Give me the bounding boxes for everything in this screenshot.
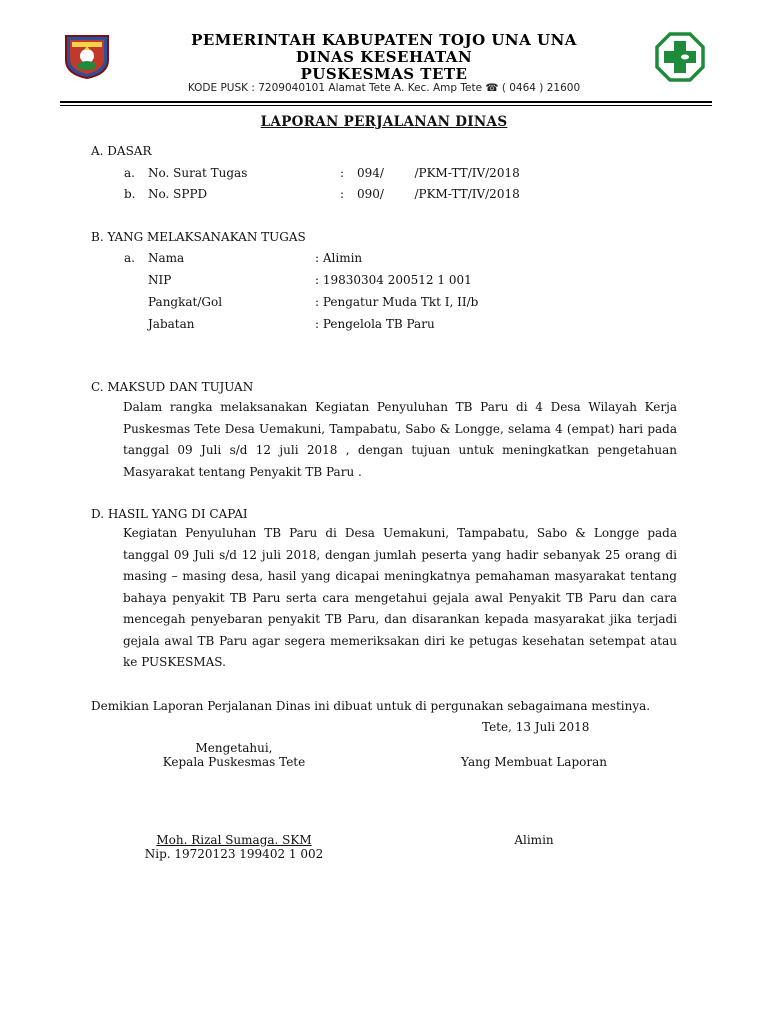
place-date: Tete, 13 Juli 2018 [482, 720, 590, 734]
officer-field-value: : Pengatur Muda Tkt I, II/b [315, 295, 479, 309]
officer-field-value: : Alimin [315, 251, 363, 265]
officer-field-value: : Pengelola TB Paru [315, 317, 435, 331]
officer-field-label: Nama [148, 251, 185, 265]
section-a-row-colon: : [340, 187, 345, 201]
header-line-puskesmas: PUSKESMAS TETE [300, 65, 468, 83]
signature-left-nip: Nip. 19720123 199402 1 002 [144, 847, 324, 861]
officer-field-label: Pangkat/Gol [148, 295, 223, 309]
section-b-heading: B. YANG MELAKSANAKAN TUGAS [91, 230, 306, 244]
officer-field-label: Jabatan [148, 317, 195, 331]
signature-left-name: Moh. Rizal Sumaga. SKM [156, 833, 312, 847]
section-a-heading: A. DASAR [91, 144, 152, 158]
officer-field-value: : 19830304 200512 1 001 [315, 273, 472, 287]
signature-left-title: Kepala Puskesmas Tete [162, 755, 306, 769]
section-a-row-value: 090/ /PKM-TT/IV/2018 [357, 187, 520, 201]
results-paragraph: Kegiatan Penyuluhan TB Paru di Desa Uemakuni, Tampabatu, Sabo & Longge pada tanggal 09 Juli s/d 12 juli 2018, dengan jumlah peserta yang hadir sebanyak 25 orang di masing – masing desa, hasil yang dicapai meningkatnya pemahaman masyarakat tentang bahaya penyakit TB Paru serta cara mengetahui gejala awal Penyakit TB Paru dan cara mencegah penyebaran penyakit TB Paru, dan disarankan kepada masyarakat jika terjadi gejala awal TB Paru agar segera memeriksakan diri ke petugas kesehatan setempat atau ke PUSKESMAS. [123, 526, 677, 669]
section-a-row-idx: b. [124, 187, 136, 201]
officer-field-label: NIP [148, 273, 172, 287]
header-line-government: PEMERINTAH KABUPATEN TOJO UNA UNA [191, 31, 577, 49]
header-line-department: DINAS KESEHATAN [295, 48, 473, 66]
section-a-row-label: No. Surat Tugas [148, 166, 248, 180]
section-b-idx: a. [124, 251, 135, 265]
section-d-heading: D. HASIL YANG DI CAPAI [91, 507, 248, 521]
document-title: LAPORAN PERJALANAN DINAS [260, 114, 508, 130]
section-a-row-colon: : [340, 166, 345, 180]
header-rule-thick [60, 101, 712, 103]
signature-right-title: Yang Membuat Laporan [461, 755, 607, 769]
closing-statement: Demikian Laporan Perjalanan Dinas ini dibuat untuk di pergunakan sebagaimana mestinya. [91, 699, 651, 713]
section-a-row-value: 094/ /PKM-TT/IV/2018 [357, 166, 520, 180]
header-rule-thin [60, 105, 712, 106]
signature-right-name: Alimin [514, 833, 554, 847]
purpose-paragraph: Dalam rangka melaksanakan Kegiatan Penyuluhan TB Paru di 4 Desa Wilayah Kerja Puskesmas Tete Desa Uemakuni, Tampabatu, Sabo & Longge, selama 4 (empat) hari pada tanggal 09 Juli s/d 12 juli 2018 , dengan tujuan untuk meningkatkan pengetahuan Masyarakat tentang Penyakit TB Paru . [123, 400, 677, 479]
section-a-row-label: No. SPPD [148, 187, 208, 201]
section-c-heading: C. MAKSUD DAN TUJUAN [91, 380, 254, 394]
signature-left-acknowledged: Mengetahui, [195, 741, 273, 755]
header-contact-info: KODE PUSK : 7209040101 Alamat Tete A. Kec. Amp Tete ☎ ( 0464 ) 21600 [187, 82, 581, 94]
section-a-row-idx: a. [124, 166, 135, 180]
